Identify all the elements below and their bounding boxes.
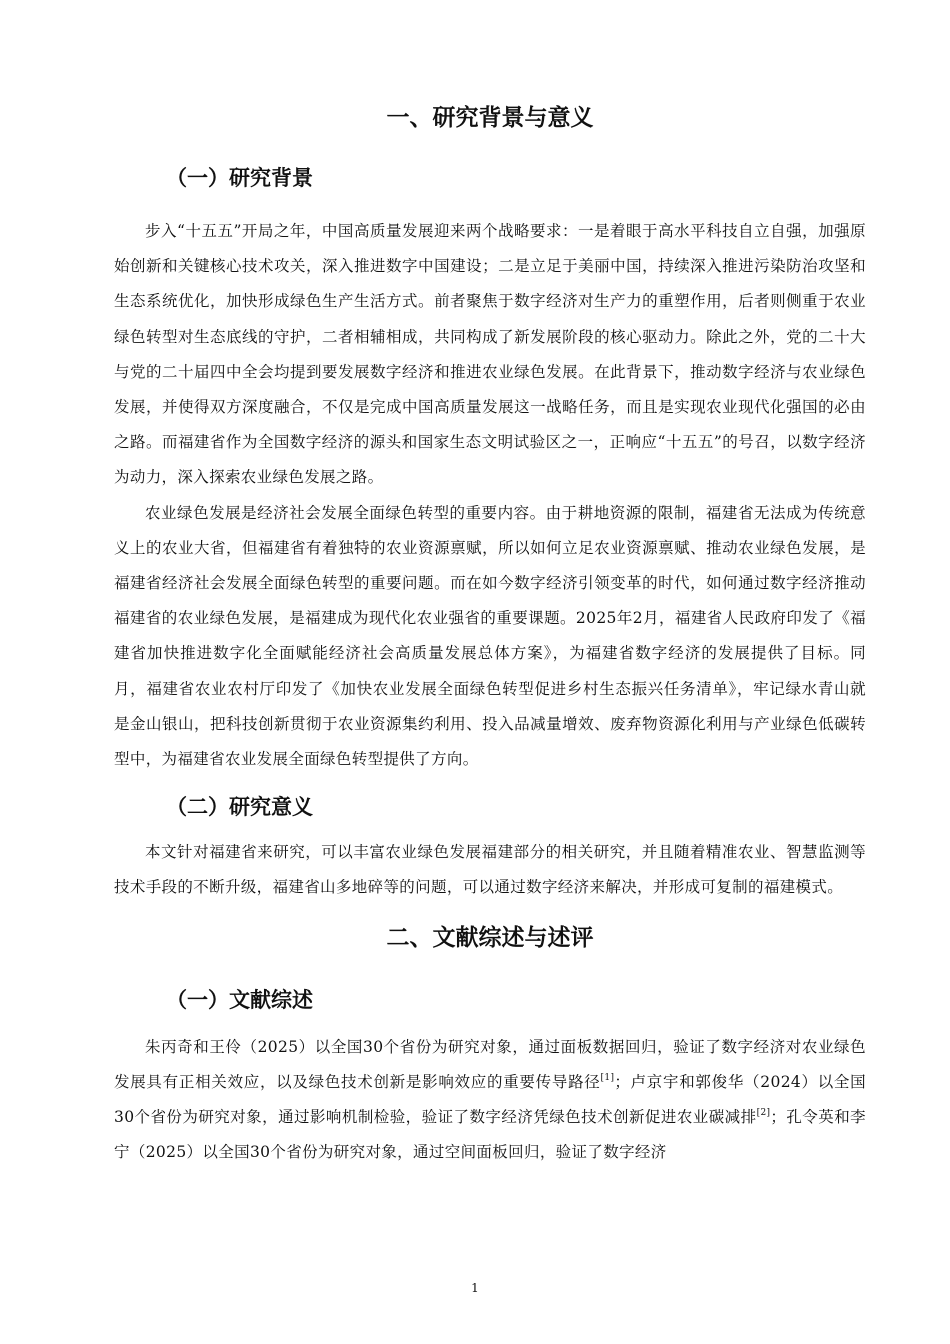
paragraph-background-1: 步入“十五五”开局之年，中国高质量发展迎来两个战略要求：一是着眼于高水平科技自立自强，加强原始创新和关键核心技术攻关，深入推进数字中国建设；二是立足于美丽中国，持续深入推进污染防治攻坚和生态系统优化，加快形成绿色生产生活方式。前者聚焦于数字经济对生产力的重塑作用，后者则侧重于农业绿色转型对生态底线的守护，二者相辅相成，共同构成了新发展阶段的核心驱动力。除此之外，党的二十大与党的二十届四中全会均提到要发展数字经济和推进农业绿色发展。在此背景下，推动数字经济与农业绿色发展，并使得双方深度融合，不仅是完成中国高质量发展这一战略任务，而且是实现农业现代化强国的必由之路。而福建省作为全国数字经济的源头和国家生态文明试验区之一，正响应“十五五”的号召，以数字经济为动力，深入探索农业绿色发展之路。 xyxy=(114,222,866,487)
section-title-1: 一、研究背景与意义 xyxy=(386,105,594,131)
paragraph-significance-1: 本文针对福建省来研究，可以丰富农业绿色发展福建部分的相关研究，并且随着精准农业、智慧监测等技术手段的不断升级，福建省山多地碎等的问题，可以通过数字经济来解决，并形成可复制的福建模式。 xyxy=(114,843,866,897)
literature-text-part-2: ；卢京宇和郭俊华（2024）以全国30个省份为研究对象，通过影响机制检验，验证了数字经济凭绿色技术创新促进农业碳减排 xyxy=(114,1072,866,1127)
paragraph-background-2: 农业绿色发展是经济社会发展全面绿色转型的重要内容。由于耕地资源的限制，福建省无法成为传统意义上的农业大省，但福建省有着独特的农业资源禀赋，所以如何立足农业资源禀赋、推动农业绿色发展，是福建省经济社会发展全面绿色转型的重要问题。而在如今数字经济引领变革的时代，如何通过数字经济推动福建省的农业绿色发展，是福建成为现代化农业强省的重要课题。2025年2月，福建省人民政府印发了《福建省加快推进数字化全面赋能经济社会高质量发展总体方案》，为福建省数字经济的发展提供了目标。同月，福建省农业农村厅印发了《加快农业发展全面绿色转型促进乡村生态振兴任务清单》，牢记绿水青山就是金山银山，把科技创新贯彻于农业资源集约利用、投入品减量增效、废弃物资源化利用与产业绿色低碳转型中，为福建省农业发展全面绿色转型提供了方向。 xyxy=(114,503,866,769)
literature-text-part-1: 朱丙奇和王伶（2025）以全国30个省份为研究对象，通过面板数据回归，验证了数字经济对农业绿色发展具有正相关效应，以及绿色技术创新是影响效应的重要传导路径 xyxy=(114,1037,866,1091)
page-number: 1 xyxy=(471,1281,479,1295)
section-title-2: 二、文献综述与述评 xyxy=(386,924,594,951)
subsection-title-significance: （二）研究意义 xyxy=(166,795,313,820)
subsection-title-background: （一）研究背景 xyxy=(166,166,313,190)
page-content xyxy=(114,96,866,1170)
citation-ref-1: [1] xyxy=(600,1072,615,1083)
paragraph-literature-1 xyxy=(114,1030,866,1171)
subsection-title-literature-review: （一）文献综述 xyxy=(166,987,313,1012)
literature-text-part-3: ；孔令英和李宁（2025）以全国30个省份为研究对象，通过空间面板回归，验证了数字经济 xyxy=(114,1108,866,1162)
citation-ref-2: [2] xyxy=(756,1108,771,1119)
